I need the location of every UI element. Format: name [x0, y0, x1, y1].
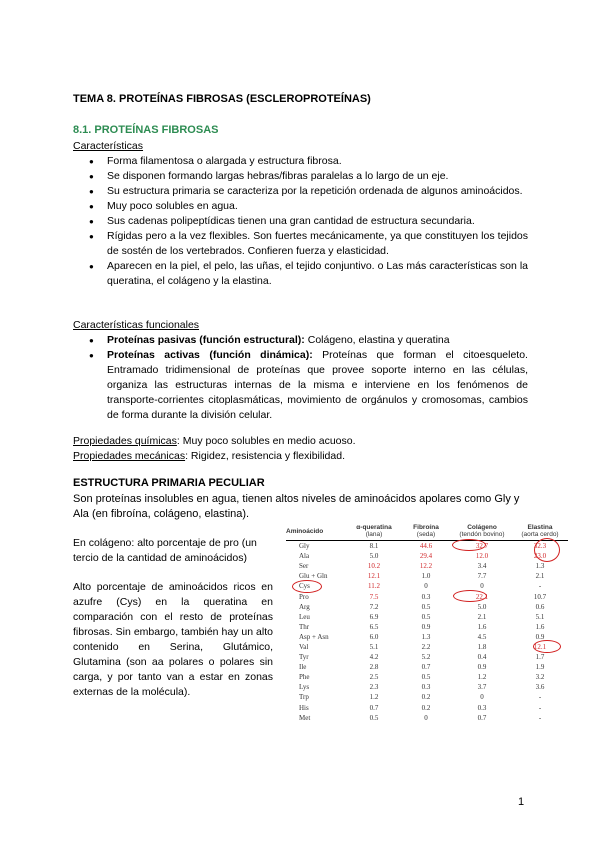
amino-acid-value: 0.9 — [477, 663, 487, 672]
header-colageno: Colágeno (tendón bovino) — [459, 524, 505, 538]
amino-acid-value: 5.1 — [535, 612, 545, 621]
amino-acid-value: 1.9 — [535, 663, 545, 672]
amino-acid-name: Ala — [299, 552, 310, 561]
amino-acid-name: Val — [299, 642, 309, 651]
amino-acid-value: 0.5 — [421, 612, 431, 621]
table-row — [286, 622, 568, 632]
amino-acid-value: 1.6 — [477, 622, 487, 631]
amino-acid-value: 0.7 — [421, 663, 431, 672]
header-queratina: α-queratina (lana) — [356, 524, 392, 538]
amino-acid-name: Asp + Asn — [299, 632, 329, 641]
amino-acid-value: 4.5 — [477, 632, 487, 641]
amino-acid-value: 3.2 — [535, 673, 545, 682]
propiedades-block — [73, 434, 528, 464]
mecanicas-text: : Rigidez, resistencia y flexibilidad. — [185, 450, 345, 462]
table-row — [286, 692, 568, 702]
amino-acid-value: 2.1 — [535, 572, 545, 581]
amino-acid-value: 1.2 — [369, 693, 379, 702]
estructura-heading: ESTRUCTURA PRIMARIA PECULIAR — [73, 477, 265, 489]
table-body — [286, 541, 568, 723]
amino-acid-name: Arg — [299, 602, 310, 611]
item-bold-label: Proteínas pasivas (función estructural): — [107, 334, 305, 346]
amino-acid-name: Ser — [299, 562, 309, 571]
amino-acid-value: 1.2 — [477, 673, 487, 682]
amino-acid-value: 0.5 — [369, 713, 379, 722]
amino-acid-name: Lys — [299, 683, 310, 692]
amino-acid-value: 12.0 — [475, 552, 489, 561]
amino-acid-name: Phe — [299, 673, 310, 682]
amino-acid-name: Cys — [299, 582, 310, 591]
amino-acid-value: - — [538, 703, 542, 712]
funcionales-block — [73, 318, 528, 423]
amino-acid-value: 2.5 — [369, 673, 379, 682]
amino-acid-value: 44.6 — [419, 542, 433, 551]
highlight-circle — [533, 640, 561, 653]
amino-acid-table — [286, 524, 568, 723]
item-text: Colágeno, elastina y queratina — [304, 334, 450, 346]
highlight-circle — [452, 539, 486, 551]
amino-acid-value: 0.2 — [421, 693, 431, 702]
amino-acid-value: 5.0 — [477, 602, 487, 611]
amino-acid-value: 3.6 — [535, 683, 545, 692]
list-item — [73, 333, 528, 348]
amino-acid-name: Tyr — [299, 653, 309, 662]
amino-acid-value: 2.3 — [369, 683, 379, 692]
amino-acid-value: - — [538, 582, 542, 591]
mecanicas-label: Propiedades mecánicas — [73, 450, 186, 462]
table-row — [286, 632, 568, 642]
amino-acid-value: 11.2 — [368, 582, 380, 591]
highlight-circle — [453, 590, 487, 602]
amino-acid-value: 0 — [480, 582, 484, 591]
section-heading: 8.1. PROTEÍNAS FIBROSAS — [73, 124, 219, 136]
amino-acid-value: 0.2 — [421, 703, 431, 712]
amino-acid-value: 0.5 — [421, 673, 431, 682]
table-row — [286, 591, 568, 601]
amino-acid-value: 22.1 — [475, 592, 489, 601]
amino-acid-value: 7.2 — [369, 602, 379, 611]
amino-acid-value: 4.2 — [369, 653, 379, 662]
quimicas-text: : Muy poco solubles en medio acuoso. — [176, 435, 356, 447]
amino-acid-value: - — [538, 693, 542, 702]
amino-acid-value: 12.2 — [419, 562, 433, 571]
amino-acid-value: 0.9 — [421, 622, 431, 631]
amino-acid-value: 1.3 — [421, 632, 431, 641]
amino-acid-value: - — [538, 713, 542, 722]
amino-acid-value: 6.9 — [369, 612, 379, 621]
amino-acid-value: 12.1 — [367, 572, 381, 581]
table-row — [286, 541, 568, 552]
estructura-intro: Son proteínas insolubles en agua, tienen altos niveles de aminoácidos apolares como Gly y Ala (en fibroína, colágeno, elastina). — [73, 493, 520, 520]
list-item — [73, 348, 528, 423]
amino-acid-name: Met — [299, 713, 311, 722]
table-row — [286, 703, 568, 713]
table-row — [286, 551, 568, 561]
amino-acid-value: 32.3 — [533, 542, 547, 551]
table-header-row — [286, 524, 568, 541]
amino-acid-value: 32.7 — [475, 542, 489, 551]
amino-acid-name: Ile — [299, 663, 307, 672]
amino-acid-name: Thr — [299, 622, 310, 631]
highlight-circle — [292, 580, 322, 593]
amino-acid-value: 6.0 — [369, 632, 379, 641]
amino-acid-value: 0.4 — [477, 653, 487, 662]
list-item: ● Se disponen formando largas hebras/fibras paralelas a lo largo de un eje. — [73, 169, 528, 184]
amino-acid-value: 12.1 — [533, 642, 547, 651]
table-row — [286, 652, 568, 662]
amino-acid-value: 1.7 — [535, 653, 545, 662]
funcionales-list — [73, 333, 528, 423]
list-item: ● Rígidas pero a la vez flexibles. Son fuertes mecánicamente, ya que constituyen los tejidos de sostén de los vertebrados. Confieren fuerza y elasticidad. — [73, 229, 528, 259]
item-text: Proteínas que forman el citoesqueleto. Entramado tridimensional de proteínas que provee soporte interno en las células, organiza las estructuras internas de la misma e interviene en los fenómenos de transporte-corrientes citoplasmáticas, movimiento de orgánulos y cromosomas, cambios de forma durante la división celular. — [107, 349, 528, 421]
estructura-queratina: Alto porcentaje de aminoácidos ricos en azufre (Cys) en la queratina en comparación con el resto de proteínas fibrosas. Sin embargo, también hay un alto contenido en Serina, Glutámico, Glutamina (son aa polares o polares sin carga, y por tanto van a estar en zonas externas de la molécula). — [73, 581, 273, 698]
amino-acid-value: 0 — [424, 713, 428, 722]
list-item: ● Sus cadenas polipeptídicas tienen una gran cantidad de estructura secundaria. — [73, 214, 528, 229]
highlight-circle — [534, 538, 560, 562]
amino-acid-name: Pro — [299, 592, 309, 601]
amino-acid-value: 0.5 — [421, 602, 431, 611]
header-aminoacido: Aminoácido — [286, 527, 324, 535]
amino-acid-value: 10.2 — [367, 562, 381, 571]
amino-acid-value: 0.3 — [477, 703, 487, 712]
quimicas-label: Propiedades químicas — [73, 435, 177, 447]
list-item: ● Forma filamentosa o alargada y estructura fibrosa. — [73, 154, 528, 169]
table-row — [286, 682, 568, 692]
table-row — [286, 713, 568, 723]
propiedades-mecanicas — [73, 449, 528, 464]
amino-acid-value: 0.3 — [421, 592, 431, 601]
table-row — [286, 571, 568, 581]
amino-acid-value: 2.1 — [477, 612, 487, 621]
table-row — [286, 602, 568, 612]
amino-acid-value: 8.1 — [369, 542, 379, 551]
amino-acid-value: 7.5 — [369, 592, 379, 601]
amino-acid-value: 3.7 — [477, 683, 487, 692]
page-number: 1 — [518, 796, 525, 808]
caracteristicas-list — [73, 154, 528, 289]
header-fibroina: Fibroína (seda) — [413, 524, 439, 538]
amino-acid-value: 5.0 — [369, 552, 379, 561]
amino-acid-value: 5.1 — [369, 642, 379, 651]
list-item: ● Muy poco solubles en agua. — [73, 199, 528, 214]
amino-acid-value: 3.4 — [477, 562, 487, 571]
item-bold-label: Proteínas activas (función dinámica): — [107, 349, 313, 361]
page-title: TEMA 8. PROTEÍNAS FIBROSAS (ESCLEROPROTEÍNAS) — [73, 93, 371, 105]
amino-acid-value: 0.7 — [477, 713, 487, 722]
table-row — [286, 581, 568, 591]
amino-acid-name: His — [299, 703, 309, 712]
amino-acid-value: 23.0 — [533, 552, 547, 561]
amino-acid-value: 0 — [424, 582, 428, 591]
amino-acid-name: Leu — [299, 612, 310, 621]
amino-acid-value: 0.3 — [421, 683, 431, 692]
amino-acid-value: 1.6 — [535, 622, 545, 631]
amino-acid-value: 0.7 — [369, 703, 379, 712]
amino-acid-value: 1.8 — [477, 642, 487, 651]
table-row — [286, 662, 568, 672]
table-row — [286, 561, 568, 571]
amino-acid-name: Glu + Gln — [299, 572, 328, 581]
amino-acid-value: 0 — [480, 693, 484, 702]
table-row — [286, 642, 568, 652]
list-item: ● Su estructura primaria se caracteriza por la repetición ordenada de algunos aminoácidos. — [73, 184, 528, 199]
amino-acid-value: 6.5 — [369, 622, 379, 631]
amino-acid-value: 1.0 — [421, 572, 431, 581]
propiedades-quimicas — [73, 434, 528, 449]
amino-acid-value: 2.2 — [421, 642, 431, 651]
amino-acid-value: 0.9 — [535, 632, 545, 641]
amino-acid-value: 2.8 — [369, 663, 379, 672]
caracteristicas-block — [73, 139, 528, 289]
amino-acid-value: 1.3 — [535, 562, 545, 571]
amino-acid-value: 0.6 — [535, 602, 545, 611]
amino-acid-value: 29.4 — [419, 552, 433, 561]
amino-acid-name: Trp — [299, 693, 309, 702]
list-item: ● Aparecen en la piel, el pelo, las uñas, el tejido conjuntivo. o Las más características son la queratina, el colágeno y la elastina. — [73, 259, 528, 289]
caracteristicas-label: Características — [73, 140, 144, 152]
amino-acid-value: 10.7 — [533, 592, 547, 601]
funcionales-label: Características funcionales — [73, 319, 200, 331]
table-row — [286, 612, 568, 622]
amino-acid-value: 7.7 — [477, 572, 487, 581]
amino-acid-name: Gly — [299, 542, 310, 551]
amino-acid-value: 5.2 — [421, 653, 431, 662]
header-elastina: Elastina (aorta cerdo) — [521, 524, 559, 538]
table-row — [286, 672, 568, 682]
estructura-colageno: En colágeno: alto porcentaje de pro (un tercio de la cantidad de aminoácidos) — [73, 537, 257, 564]
